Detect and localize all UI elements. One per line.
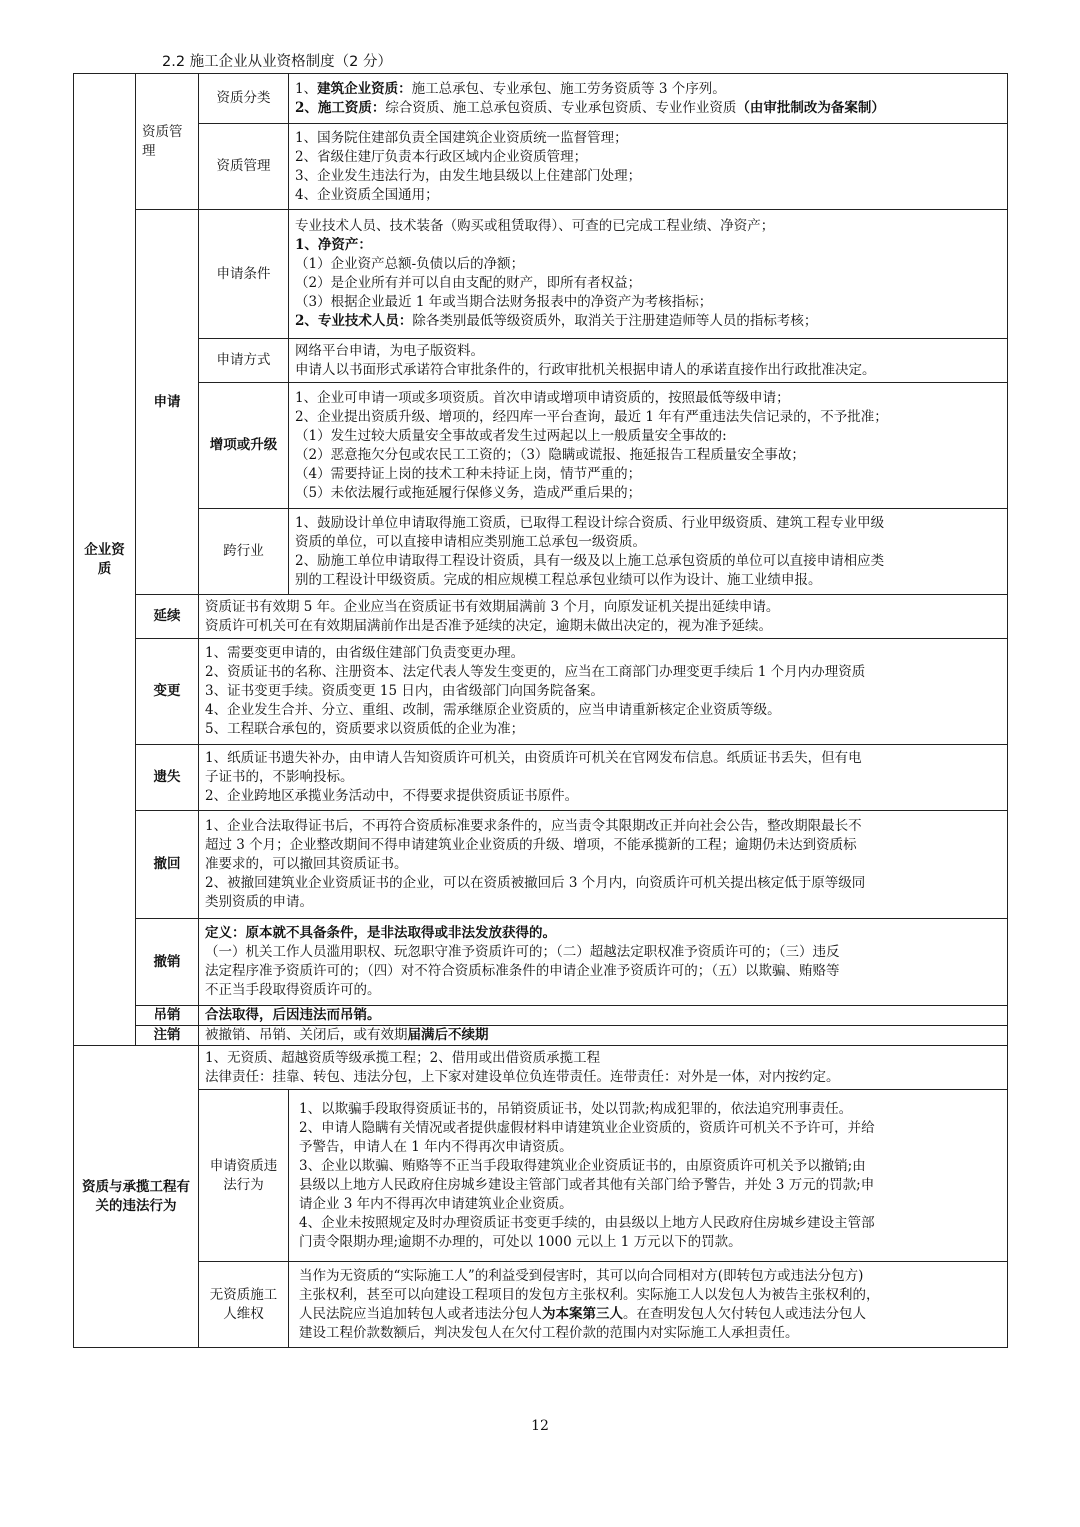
revoke-label: 撤销 <box>136 919 199 1006</box>
renewal-content: 资质证书有效期 5 年。企业应当在资质证书有效期届满前 3 个月，向原发证机关提出延续申请。 资质许可机关可在有效期届满前作出是否准予延续的决定，逾期未做出决定的，视为准予延续。 <box>199 595 1008 639</box>
apply-label: 申请 <box>136 210 199 595</box>
illegal-acts-summary: 1、无资质、超越资质等级承揽工程；2、借用或出借资质承揽工程 法律责任：挂靠、转包、违法分包，上下家对建设单位负连带责任。连带责任：对外是一体，对内按约定。 <box>199 1046 1008 1090</box>
section-heading: 2.2 施工企业从业资格制度（2 分） <box>162 54 393 70</box>
cancel-label: 吊销 <box>136 1006 199 1026</box>
upgrade-content: 1、企业可申请一项或多项资质。首次申请或增项申请资质的，按照最低等级申请； 2、企业提出资质升级、增项的，经四库一平台查询，最近 1 年有严重违法失信记录的，不予批准； （1）发生过较大质量安全事故或者发生过两起以上一般质量安全事故的: （2）恶意拖欠分包或农民工工资的；（3）隐瞒或谎报、拖延报告工程质量安全事故； （4）需要持证上岗的技术工种未持证上岗，情节严重的； （5）未依法履行或拖延履行保修义务，造成严重后果的； <box>289 383 1008 509</box>
management-label: 资质管理 <box>199 124 289 210</box>
enterprise-qualification-label: 企业资质 <box>74 74 136 1046</box>
deregister-content: 被撤销、吊销、关闭后，或有效期届满后不续期 <box>199 1026 1008 1046</box>
method-label: 申请方式 <box>199 339 289 383</box>
cross-industry-label: 跨行业 <box>199 509 289 595</box>
withdraw-label: 撤回 <box>136 811 199 919</box>
worker-rights-label: 无资质施工人维权 <box>199 1262 289 1348</box>
lost-label: 遗失 <box>136 745 199 811</box>
renewal-label: 延续 <box>136 595 199 639</box>
withdraw-content: 1、企业合法取得证书后，不再符合资质标准要求条件的，应当责令其限期改正并向社会公告，整改期限最长不 超过 3 个月；企业整改期间不得申请建筑业企业资质的升级、增项，不能承揽新的工程；逾期仍未达到资质标 准要求的，可以撤回其资质证书。 2、被撤回建筑业企业资质证书的企业，可以在资质被撤回后 3 个月内，向资质许可机关提出核定低于原等级同 类别资质的申请。 <box>199 811 1008 919</box>
cancel-content: 合法取得，后因违法而吊销。 <box>199 1006 1008 1026</box>
change-content: 1、需要变更申请的，由省级住建部门负责变更办理。 2、资质证书的名称、注册资本、法定代表人等发生变更的，应当在工商部门办理变更手续后 1 个月内办理资质 3、证书变更手续。资质变更 15 日内，由省级部门向国务院备案。 4、企业发生合并、分立、重组、改制，需承继原企业资质的，应当申请重新核定企业资质等级。 5、工程联合承包的，资质要求以资质低的企业为准； <box>199 639 1008 745</box>
revoke-content: 定义：原本就不具备条件，是非法取得或非法发放获得的。 （一）机关工作人员滥用职权、玩忽职守准予资质许可的；（二）超越法定职权准予资质许可的；（三）违反 法定程序准予资质许可的；（四）对不符合资质标准条件的申请企业准予资质许可的；（五）以欺骗、贿赂等 不正当手段取得资质许可的。 <box>199 919 1008 1006</box>
illegal-acts-label: 资质与承揽工程有关的违法行为 <box>74 1046 199 1348</box>
qualification-management-label: 资质管理 <box>136 74 199 210</box>
apply-violation-content: 1、以欺骗手段取得资质证书的，吊销资质证书，处以罚款;构成犯罪的，依法追究刑事责任。 2、申请人隐瞒有关情况或者提供虚假材料申请建筑业企业资质的，资质许可机关不予许可，并给 予警告，申请人在 1 年内不得再次申请资质。 3、企业以欺骗、贿赂等不正当手段取得建筑业企业资质证书的，由原资质许可机关予以撤销;由 县级以上地方人民政府住房城乡建设主管部门或者其他有关部门给予警告，并处 3 万元的罚款;申 请企业 3 年内不得再次申请建筑业企业资质。 4、企业未按照规定及时办理资质证书变更手续的，由县级以上地方人民政府住房城乡建设主管部 门责令限期办理;逾期不办理的，可处以 1000 元以上 1 万元以下的罚款。 <box>289 1090 1008 1262</box>
method-content: 网络平台申请，为电子版资料。 申请人以书面形式承诺符合审批条件的，行政审批机关根据申请人的承诺直接作出行政批准决定。 <box>289 339 1008 383</box>
conditions-label: 申请条件 <box>199 210 289 339</box>
lost-content: 1、纸质证书遗失补办，由申请人告知资质许可机关，由资质许可机关在官网发布信息。纸质证书丢失，但有电 子证书的，不影响投标。 2、企业跨地区承揽业务活动中，不得要求提供资质证书原件。 <box>199 745 1008 811</box>
management-content: 1、国务院住建部负责全国建筑企业资质统一监督管理； 2、省级住建厅负责本行政区域内企业资质管理； 3、企业发生违法行为，由发生地县级以上住建部门处理； 4、企业资质全国通用； <box>289 124 1008 210</box>
change-label: 变更 <box>136 639 199 745</box>
classification-content: 1、建筑企业资质：施工总承包、专业承包、施工劳务资质等 3 个序列。 2、施工资质：综合资质、施工总承包资质、专业承包资质、专业作业资质（由审批制改为备案制） <box>289 74 1008 124</box>
worker-rights-content: 当作为无资质的“实际施工人”的利益受到侵害时，其可以向合同相对方(即转包方或违法分包方) 主张权利，甚至可以向建设工程项目的发包方主张权利。实际施工人以发包人为被告主张权利的， 人民法院应当追加转包人或者违法分包人为本案第三人。在查明发包人欠付转包人或违法分包人 建设工程价款数额后，判决发包人在欠付工程价款的范围内对实际施工人承担责任。 <box>289 1262 1008 1348</box>
cross-industry-content: 1、鼓励设计单位申请取得施工资质，已取得工程设计综合资质、行业甲级资质、建筑工程专业甲级 资质的单位，可以直接申请相应类别施工总承包一级资质。 2、励施工单位申请取得工程设计资质，具有一级及以上施工总承包资质的单位可以直接申请相应类 别的工程设计甲级资质。完成的相应规模工程总承包业绩可以作为设计、施工业绩申报。 <box>289 509 1008 595</box>
page-number: 12 <box>531 1418 549 1434</box>
conditions-content: 专业技术人员、技术装备（购买或租赁取得）、可查的已完成工程业绩、净资产； 1、净资产： （1）企业资产总额-负债以后的净额； （2）是企业所有并可以自由支配的财产，即所有者权益； （3）根据企业最近 1 年或当期合法财务报表中的净资产为考核指标； 2、专业技术人员：除各类别最低等级资质外，取消关于注册建造师等人员的指标考核； <box>289 210 1008 339</box>
deregister-label: 注销 <box>136 1026 199 1046</box>
classification-label: 资质分类 <box>199 74 289 124</box>
qualification-table <box>73 73 1008 1348</box>
apply-violation-label: 申请资质违法行为 <box>199 1090 289 1262</box>
upgrade-label: 增项或升级 <box>199 383 289 509</box>
